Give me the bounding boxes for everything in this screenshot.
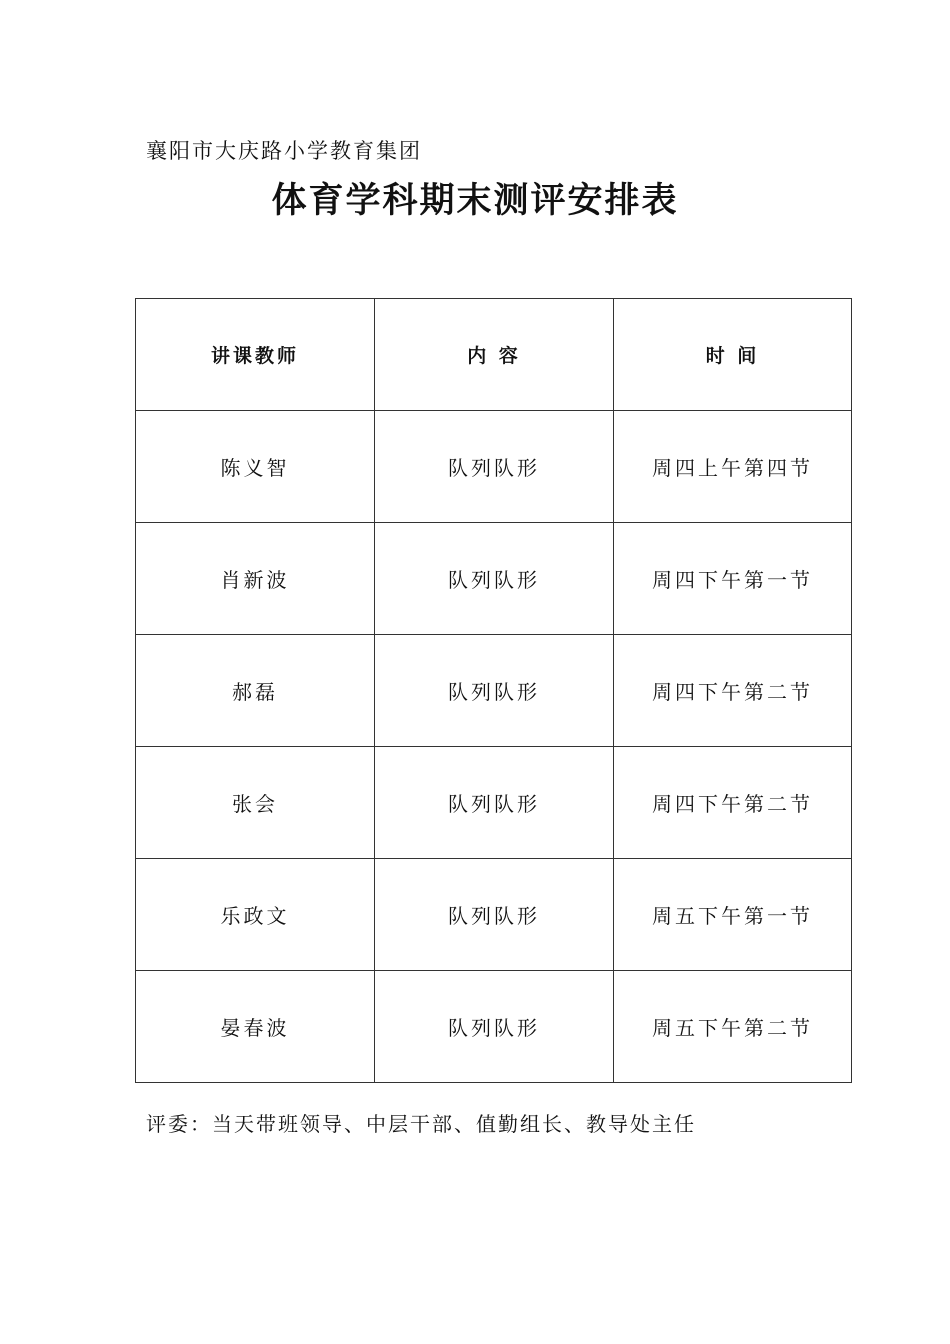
- teacher-cell: 晏春波: [136, 971, 375, 1083]
- content-cell: 队列队形: [375, 971, 614, 1083]
- time-cell: 周四下午第二节: [614, 635, 852, 747]
- table-row: [136, 411, 852, 523]
- content-cell: 队列队形: [375, 411, 614, 523]
- teacher-cell: 张会: [136, 747, 375, 859]
- table-row: [136, 747, 852, 859]
- table-header-row: [136, 299, 852, 411]
- time-cell: 周四下午第二节: [614, 747, 852, 859]
- content-cell: 队列队形: [375, 635, 614, 747]
- teacher-cell: 乐政文: [136, 859, 375, 971]
- time-cell: 周五下午第一节: [614, 859, 852, 971]
- content-cell: 队列队形: [375, 523, 614, 635]
- table-row: [136, 971, 852, 1083]
- header-content: 内 容: [375, 299, 614, 411]
- time-cell: 周四下午第一节: [614, 523, 852, 635]
- table-row: [136, 523, 852, 635]
- content-cell: 队列队形: [375, 859, 614, 971]
- content-cell: 队列队形: [375, 747, 614, 859]
- organization-name: 襄阳市大庆路小学教育集团: [146, 139, 422, 163]
- judges-note: 评委：当天带班领导、中层干部、值勤组长、教导处主任: [146, 1112, 696, 1136]
- document-title: 体育学科期末测评安排表: [271, 181, 679, 221]
- teacher-cell: 肖新波: [136, 523, 375, 635]
- table-row: [136, 859, 852, 971]
- header-time: 时 间: [614, 299, 852, 411]
- teacher-cell: 郝磊: [136, 635, 375, 747]
- time-cell: 周五下午第二节: [614, 971, 852, 1083]
- schedule-table: [135, 298, 852, 1083]
- time-cell: 周四上午第四节: [614, 411, 852, 523]
- header-teacher: 讲课教师: [136, 299, 375, 411]
- table-row: [136, 635, 852, 747]
- teacher-cell: 陈义智: [136, 411, 375, 523]
